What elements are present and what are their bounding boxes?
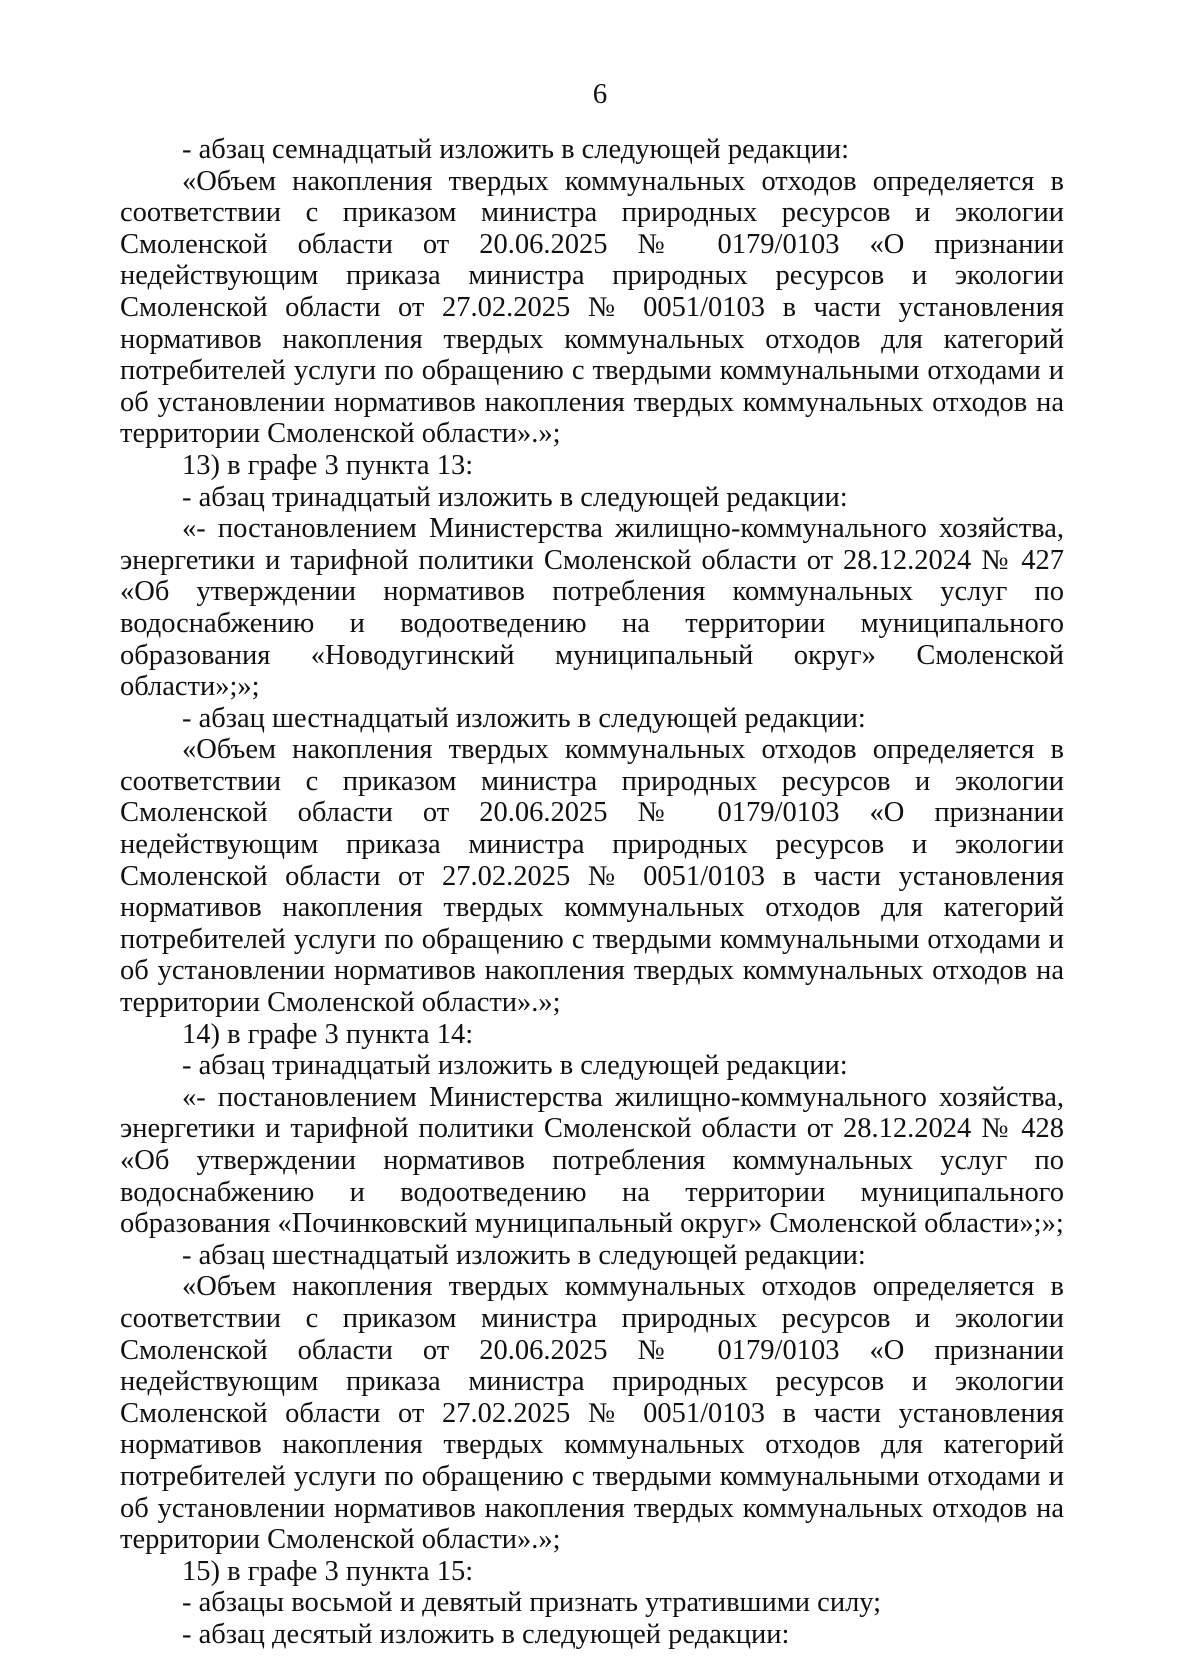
page-number: 6 <box>592 78 608 110</box>
paragraph-quoted-text: «Объем накопления твердых коммунальных отходов определяется в соответствии с приказом министра природных ресурсов и экологии Смоленской области от 20.06.2025 № 0179/0103 «О признании недействующим приказа министра природных ресурсов и экологии Смоленской области от 27.02.2025 № 0051/0103 в части установления нормативов накопления твердых коммунальных отходов для категорий потребителей услуги по обращению с твердыми коммунальными отходами и об установлении нормативов накопления твердых коммунальных отходов на территории Смоленской области».»; <box>120 165 1064 450</box>
paragraph-instruction: - абзац десятый изложить в следующей редакции: <box>182 1618 790 1650</box>
paragraph-item-heading: 14) в графе 3 пункта 14: <box>182 1018 474 1050</box>
paragraph-item-heading: 15) в графе 3 пункта 15: <box>182 1555 474 1587</box>
paragraph-quoted-text: «- постановлением Министерства жилищно-коммунального хозяйства, энергетики и тарифной политики Смоленской области от 28.12.2024 № 427 «Об утверждении нормативов потребления коммунальных услуг по водоснабжению и водоотведению на территории муниципального образования «Новодугинский муниципальный округ» Смоленской области»;»; <box>120 513 1064 703</box>
paragraph-instruction: - абзацы восьмой и девятый признать утратившими силу; <box>182 1587 882 1619</box>
paragraph-instruction: - абзац шестнадцатый изложить в следующей редакции: <box>182 702 866 734</box>
paragraph-instruction: - абзац семнадцатый изложить в следующей редакции: <box>182 134 850 165</box>
paragraph-item-heading: 13) в графе 3 пункта 13: <box>182 449 474 481</box>
paragraph-instruction: - абзац тринадцатый изложить в следующей редакции: <box>182 1050 848 1082</box>
paragraph-instruction: - абзац тринадцатый изложить в следующей редакции: <box>182 481 848 513</box>
paragraph-quoted-text: «- постановлением Министерства жилищно-коммунального хозяйства, энергетики и тарифной политики Смоленской области от 28.12.2024 № 428 «Об утверждении нормативов потребления коммунальных услуг по водоснабжению и водоотведению на территории муниципального образования «Починковский муниципальный округ» Смоленской области»;»; <box>120 1081 1064 1240</box>
paragraph-instruction: - абзац шестнадцатый изложить в следующей редакции: <box>182 1239 866 1271</box>
paragraph-quoted-text: «Объем накопления твердых коммунальных отходов определяется в соответствии с приказом министра природных ресурсов и экологии Смоленской области от 20.06.2025 № 0179/0103 «О признании недействующим приказа министра природных ресурсов и экологии Смоленской области от 27.02.2025 № 0051/0103 в части установления нормативов накопления твердых коммунальных отходов для категорий потребителей услуги по обращению с твердыми коммунальными отходами и об установлении нормативов накопления твердых коммунальных отходов на территории Смоленской области».»; <box>120 734 1064 1019</box>
paragraph-quoted-text: «Объем накопления твердых коммунальных отходов определяется в соответствии с приказом министра природных ресурсов и экологии Смоленской области от 20.06.2025 № 0179/0103 «О признании недействующим приказа министра природных ресурсов и экологии Смоленской области от 27.02.2025 № 0051/0103 в части установления нормативов накопления твердых коммунальных отходов для категорий потребителей услуги по обращению с твердыми коммунальными отходами и об установлении нормативов накопления твердых коммунальных отходов на территории Смоленской области».»; <box>120 1271 1064 1556</box>
document-body <box>120 134 1064 1651</box>
